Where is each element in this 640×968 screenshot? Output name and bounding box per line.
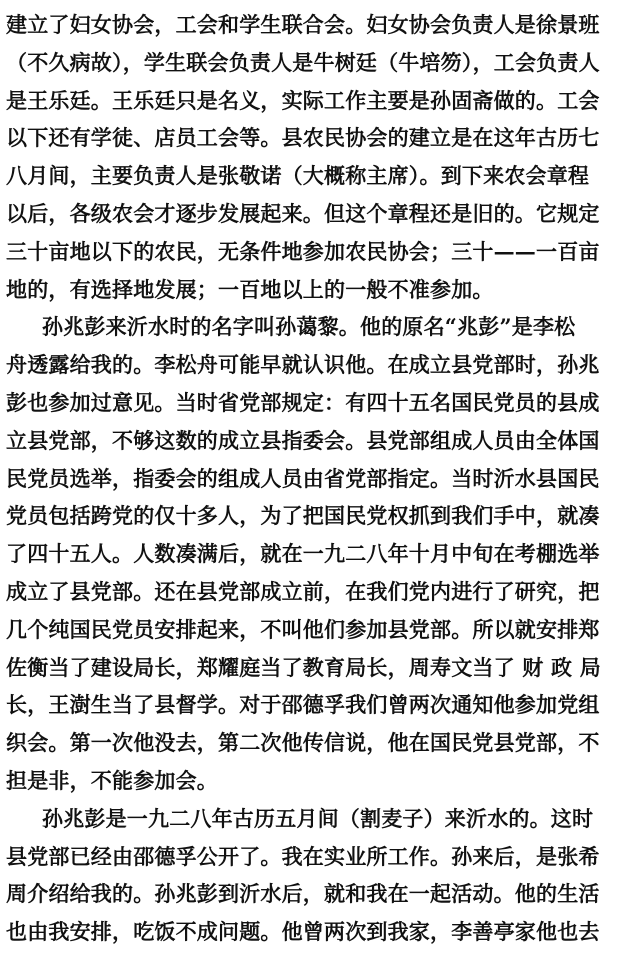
text-line: 长，王澍生当了县督学。对于邵德孚我们曾两次通知他参加党组 [6,692,600,718]
text-line: 是王乐廷。王乐廷只是名义，实际工作主要是孙固斋做的。工会 [6,87,600,113]
text-line: 民党员选举，指委会的组成人员由省党部指定。当时沂水县国民 [6,465,600,491]
text-line: 彭也参加过意见。当时省党部规定：有四十五名国民党员的县成 [6,389,600,415]
text-line: （不久病故），学生联会负责人是牛树廷（牛培笏），工会负责人 [6,49,600,75]
text-line: 了四十五人。人数凑满后，就在一九二八年十月中旬在考棚选举 [6,541,600,567]
text-line: 孙兆彭来沂水时的名字叫孙蔼黎。他的原名“兆彭”是李松 [42,314,576,340]
text-line: 周介绍给我的。孙兆彭到沂水后，就和我在一起活动。他的生活 [6,881,600,907]
text-line: 织会。第一次他没去，第二次他传信说，他在国民党县党部，不 [6,730,600,756]
text-line: 担是非，不能参加会。 [6,767,218,793]
paragraph [6,308,636,799]
text-line: 成立了县党部。还在县党部成立前，在我们党内进行了研究，把 [6,578,600,604]
text-line: 以下还有学徒、店员工会等。县农民协会的建立是在这年古历七 [6,125,600,151]
paragraph [6,6,636,308]
text-line: 县党部已经由邵德孚公开了。我在实业所工作。孙来后，是张希 [6,843,600,869]
text-line: 舟透露给我的。李松舟可能早就认识他。在成立县党部时，孙兆 [6,352,600,378]
text-line: 党员包括跨党的仅十多人，为了把国民党权抓到我们手中，就凑 [6,503,600,529]
text-line: 建立了妇女协会，工会和学生联合会。妇女协会负责人是徐景班 [6,12,600,37]
text-line: 立县党部，不够这数的成立县指委会。县党部组成人员由全体国 [6,427,600,453]
text-line: 三十亩地以下的农民，无条件地参加农民协会；三十——一百亩 [6,238,600,264]
text-line: 八月间，主要负责人是张敬诺（大概称主席）。到下来农会章程 [6,163,590,189]
text-line: 地的，有选择地发展；一百地以上的一般不准参加。 [6,276,494,302]
text-line: 佐衡当了建设局长，郑耀庭当了教育局长，周寿文当了 财 政 局 [6,654,601,680]
text-line: 也由我安排，吃饭不成问题。他曾两次到我家，李善亭家他也去 [6,919,600,945]
text-line: 孙兆彭是一九二八年古历五月间（割麦子）来沂水的。这时 [42,805,594,831]
text-line: 以后，各级农会才逐步发展起来。但这个章程还是旧的。它规定 [6,200,600,226]
paragraph [6,800,636,951]
text-line: 几个纯国民党员安排起来，不叫他们参加县党部。所以就安排郑 [6,616,600,642]
